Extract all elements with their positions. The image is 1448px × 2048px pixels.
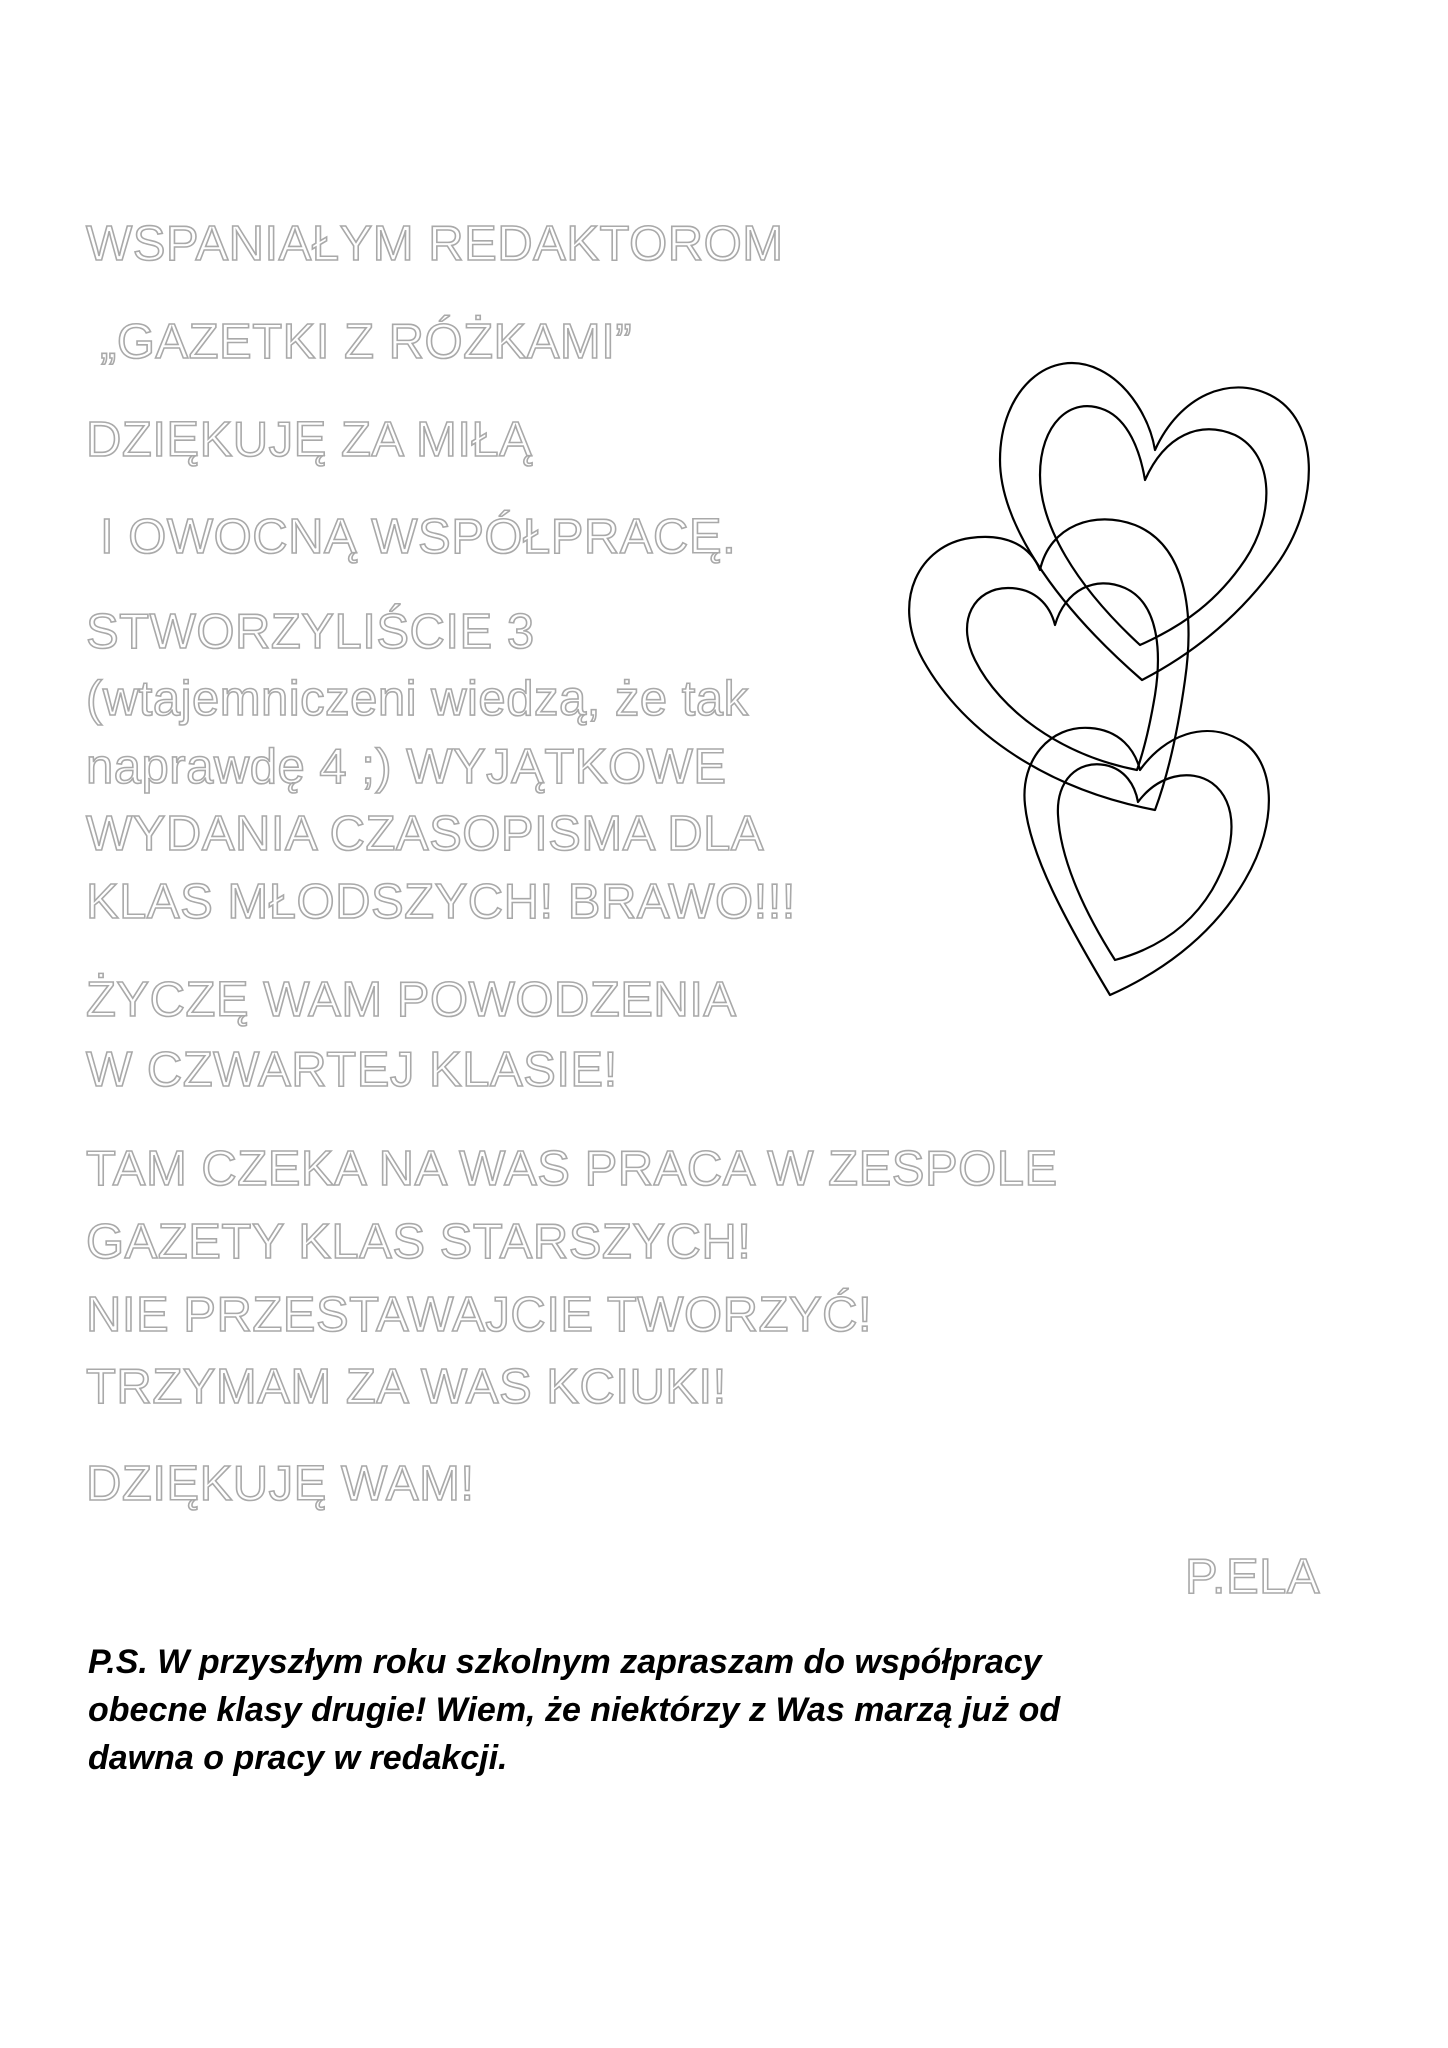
- letter-line-12: TAM CZEKA NA WAS PRACA W ZESPOLE: [86, 1142, 1058, 1196]
- signature: P.ELA: [1185, 1550, 1321, 1604]
- letter-line-11: W CZWARTEJ KLASIE!: [86, 1043, 618, 1097]
- letter-line-5: STWORZYLIŚCIE 3: [86, 605, 535, 659]
- letter-line-4: I OWOCNĄ WSPÓŁPRACĘ.: [100, 510, 737, 564]
- letter-line-15: TRZYMAM ZA WAS KCIUKI!: [86, 1360, 727, 1414]
- heart-middle-outer: [909, 519, 1188, 810]
- letter-line-1: WSPANIAŁYM REDAKTOROM: [86, 217, 784, 271]
- postscript: [88, 1638, 1288, 1782]
- letter-line-8: WYDANIA CZASOPISMA DLA: [86, 807, 765, 861]
- letter-line-3: DZIĘKUJĘ ZA MIŁĄ: [86, 413, 533, 467]
- letter-line-13: GAZETY KLAS STARSZYCH!: [86, 1215, 752, 1269]
- postscript-line-3: dawna o pracy w redakcji.: [88, 1739, 508, 1777]
- postscript-line-2: obecne klasy drugie! Wiem, że niektórzy z Was marzą już od: [88, 1691, 1061, 1729]
- letter-line-10: ŻYCZĘ WAM POWODZENIA: [86, 973, 737, 1027]
- letter-line-16: DZIĘKUJĘ WAM!: [86, 1457, 475, 1511]
- heart-bottom-outer: [1024, 728, 1268, 995]
- letter-line-14: NIE PRZESTAWAJCIE TWORZYĆ!: [86, 1288, 873, 1342]
- letter-line-7: naprawdę 4 ;) WYJĄTKOWE: [86, 740, 727, 794]
- letter-line-9: KLAS MŁODSZYCH! BRAWO!!!: [86, 875, 796, 929]
- interlinked-hearts-icon: [900, 350, 1380, 1010]
- letter-line-2: „GAZETKI Z RÓŻKAMI”: [100, 315, 633, 369]
- letter-line-6: (wtajemniczeni wiedzą, że tak: [86, 672, 749, 726]
- postscript-line-1: P.S. W przyszłym roku szkolnym zapraszam do współpracy: [88, 1643, 1042, 1681]
